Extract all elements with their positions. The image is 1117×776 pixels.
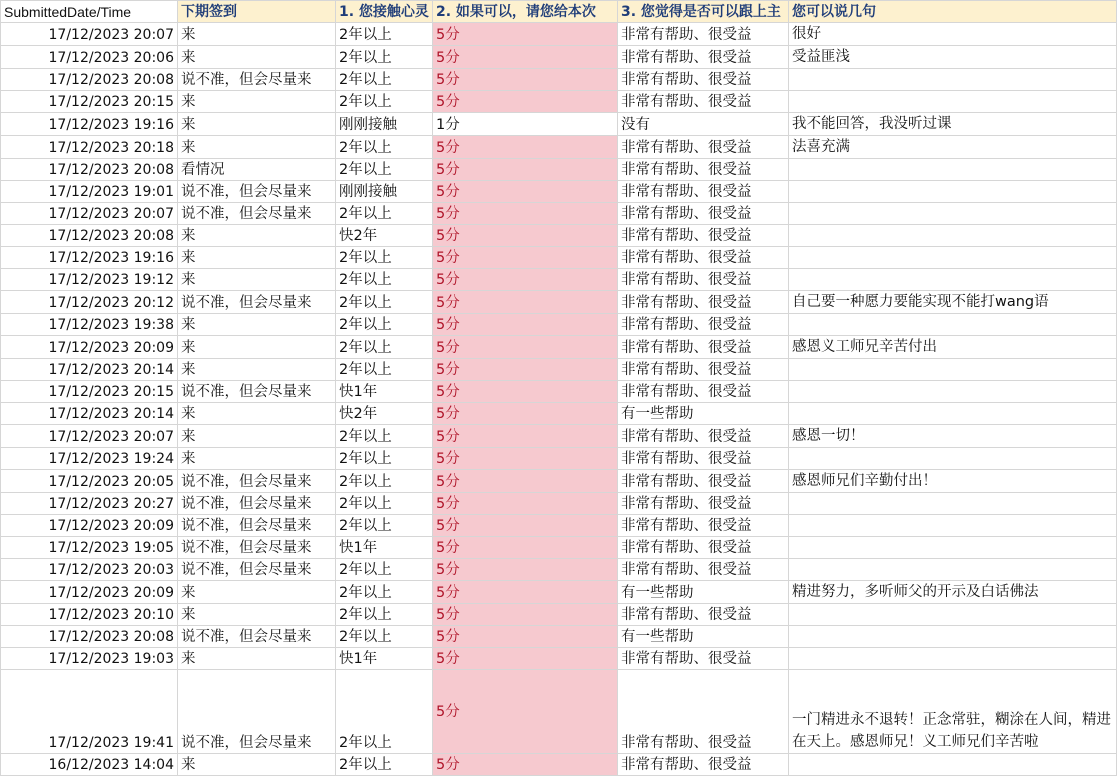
cell-date[interactable]: 17/12/2023 20:14 xyxy=(1,359,178,381)
cell-q1[interactable]: 2年以上 xyxy=(336,136,433,159)
cell-q2[interactable]: 5分 xyxy=(433,314,618,336)
cell-q2[interactable]: 5分 xyxy=(433,425,618,448)
cell-date[interactable]: 17/12/2023 19:03 xyxy=(1,648,178,670)
table-row xyxy=(1,493,1117,515)
cell-q2[interactable]: 5分 xyxy=(433,493,618,515)
cell-q1[interactable]: 2年以上 xyxy=(336,314,433,336)
cell-date[interactable]: 17/12/2023 20:07 xyxy=(1,425,178,448)
cell-attend[interactable]: 来 xyxy=(178,247,336,269)
cell-q2[interactable]: 5分 xyxy=(433,359,618,381)
cell-q2[interactable]: 5分 xyxy=(433,381,618,403)
table-row xyxy=(1,203,1117,225)
cell-q2[interactable]: 5分 xyxy=(433,604,618,626)
table-row xyxy=(1,269,1117,291)
cell-q1[interactable]: 2年以上 xyxy=(336,69,433,91)
cell-q3[interactable]: 非常有帮助、很受益 xyxy=(618,203,789,225)
cell-date[interactable]: 17/12/2023 20:09 xyxy=(1,336,178,359)
cell-q3[interactable]: 非常有帮助、很受益 xyxy=(618,559,789,581)
table-row xyxy=(1,159,1117,181)
cell-q3[interactable]: 非常有帮助、很受益 xyxy=(618,69,789,91)
cell-q3[interactable]: 非常有帮助、很受益 xyxy=(618,136,789,159)
cell-q3[interactable]: 非常有帮助、很受益 xyxy=(618,159,789,181)
cell-attend[interactable]: 说不准，但会尽量来 xyxy=(178,537,336,559)
cell-q3[interactable]: 非常有帮助、很受益 xyxy=(618,181,789,203)
cell-q1[interactable]: 快1年 xyxy=(336,537,433,559)
cell-attend[interactable]: 说不准，但会尽量来 xyxy=(178,181,336,203)
cell-q2[interactable]: 5分 xyxy=(433,225,618,247)
cell-q1[interactable]: 快2年 xyxy=(336,225,433,247)
cell-q3[interactable]: 非常有帮助、很受益 xyxy=(618,515,789,537)
cell-q2[interactable]: 5分 xyxy=(433,448,618,470)
cell-q2[interactable]: 1分 xyxy=(433,113,618,136)
cell-attend[interactable]: 说不准，但会尽量来 xyxy=(178,69,336,91)
cell-attend[interactable]: 来 xyxy=(178,225,336,247)
cell-date[interactable]: 17/12/2023 20:15 xyxy=(1,91,178,113)
cell-q4[interactable] xyxy=(789,381,1117,403)
cell-q1[interactable]: 2年以上 xyxy=(336,754,433,776)
cell-date[interactable]: 17/12/2023 19:01 xyxy=(1,181,178,203)
cell-q4[interactable] xyxy=(789,69,1117,91)
cell-q4[interactable] xyxy=(789,754,1117,776)
cell-q1[interactable]: 2年以上 xyxy=(336,626,433,648)
table-row xyxy=(1,670,1117,754)
cell-q2[interactable]: 5分 xyxy=(433,581,618,604)
table-row xyxy=(1,136,1117,159)
cell-attend[interactable]: 来 xyxy=(178,425,336,448)
cell-attend[interactable]: 说不准，但会尽量来 xyxy=(178,559,336,581)
table-row xyxy=(1,626,1117,648)
cell-q4[interactable] xyxy=(789,626,1117,648)
cell-q2[interactable]: 5分 xyxy=(433,159,618,181)
cell-attend[interactable]: 说不准，但会尽量来 xyxy=(178,381,336,403)
cell-q4[interactable] xyxy=(789,515,1117,537)
cell-date[interactable]: 17/12/2023 19:05 xyxy=(1,537,178,559)
cell-q1[interactable]: 2年以上 xyxy=(336,515,433,537)
cell-attend[interactable]: 说不准，但会尽量来 xyxy=(178,203,336,225)
table-row xyxy=(1,470,1117,493)
cell-q1[interactable]: 2年以上 xyxy=(336,91,433,113)
cell-attend[interactable]: 说不准，但会尽量来 xyxy=(178,493,336,515)
cell-q4[interactable] xyxy=(789,648,1117,670)
table-row xyxy=(1,314,1117,336)
cell-date[interactable]: 17/12/2023 20:15 xyxy=(1,381,178,403)
cell-q4[interactable]: 感恩师兄们辛勤付出！ xyxy=(789,470,1117,493)
cell-attend[interactable]: 来 xyxy=(178,359,336,381)
cell-attend[interactable]: 来 xyxy=(178,448,336,470)
cell-q1[interactable]: 2年以上 xyxy=(336,23,433,46)
cell-q2[interactable]: 5分 xyxy=(433,181,618,203)
cell-q4[interactable] xyxy=(789,203,1117,225)
cell-q3[interactable]: 非常有帮助、很受益 xyxy=(618,247,789,269)
cell-date[interactable]: 17/12/2023 20:14 xyxy=(1,403,178,425)
cell-q3[interactable]: 非常有帮助、很受益 xyxy=(618,425,789,448)
cell-date[interactable]: 17/12/2023 20:07 xyxy=(1,203,178,225)
cell-q4[interactable]: 法喜充满 xyxy=(789,136,1117,159)
table-row xyxy=(1,537,1117,559)
table-row xyxy=(1,381,1117,403)
cell-q4[interactable]: 我不能回答，我没听过课 xyxy=(789,113,1117,136)
cell-q2[interactable]: 5分 xyxy=(433,537,618,559)
table-row xyxy=(1,559,1117,581)
header-q3[interactable]: 3. 您觉得是否可以跟上主 xyxy=(618,1,789,23)
header-attend[interactable]: 下期签到 xyxy=(178,1,336,23)
cell-q2[interactable]: 5分 xyxy=(433,648,618,670)
cell-q3[interactable]: 有一些帮助 xyxy=(618,626,789,648)
cell-date[interactable]: 17/12/2023 20:07 xyxy=(1,23,178,46)
header-date[interactable]: SubmittedDate/Time xyxy=(1,1,178,23)
cell-q1[interactable]: 快1年 xyxy=(336,648,433,670)
cell-q4[interactable] xyxy=(789,269,1117,291)
cell-date[interactable]: 17/12/2023 20:10 xyxy=(1,604,178,626)
header-q1[interactable]: 1. 您接触心灵 xyxy=(336,1,433,23)
cell-q3[interactable]: 没有 xyxy=(618,113,789,136)
cell-attend[interactable]: 说不准，但会尽量来 xyxy=(178,470,336,493)
table-row xyxy=(1,359,1117,381)
cell-q3[interactable]: 非常有帮助、很受益 xyxy=(618,314,789,336)
cell-q2[interactable]: 5分 xyxy=(433,559,618,581)
table-row xyxy=(1,113,1117,136)
cell-date[interactable]: 17/12/2023 20:03 xyxy=(1,559,178,581)
cell-q1[interactable]: 快1年 xyxy=(336,381,433,403)
cell-q4[interactable]: 感恩一切！ xyxy=(789,425,1117,448)
cell-q3[interactable]: 非常有帮助、很受益 xyxy=(618,648,789,670)
cell-q3[interactable]: 有一些帮助 xyxy=(618,581,789,604)
cell-attend[interactable]: 说不准，但会尽量来 xyxy=(178,670,336,754)
table-row xyxy=(1,336,1117,359)
cell-attend[interactable]: 来 xyxy=(178,754,336,776)
table-row xyxy=(1,247,1117,269)
cell-date[interactable]: 17/12/2023 20:08 xyxy=(1,225,178,247)
cell-q1[interactable]: 2年以上 xyxy=(336,247,433,269)
cell-q4[interactable] xyxy=(789,403,1117,425)
cell-q4[interactable]: 很好 xyxy=(789,23,1117,46)
header-q4[interactable]: 您可以说几句 xyxy=(789,1,1117,23)
table-row xyxy=(1,754,1117,776)
cell-attend[interactable]: 来 xyxy=(178,336,336,359)
cell-q2[interactable]: 5分 xyxy=(433,291,618,314)
cell-q2[interactable]: 5分 xyxy=(433,46,618,69)
table-row xyxy=(1,23,1117,46)
table-row xyxy=(1,581,1117,604)
cell-date[interactable]: 17/12/2023 20:09 xyxy=(1,581,178,604)
cell-attend[interactable]: 来 xyxy=(178,136,336,159)
cell-date[interactable]: 17/12/2023 20:06 xyxy=(1,46,178,69)
cell-attend[interactable]: 来 xyxy=(178,403,336,425)
cell-q4[interactable]: 自己要一种愿力要能实现不能打wang语 xyxy=(789,291,1117,314)
cell-q4[interactable]: 受益匪浅 xyxy=(789,46,1117,69)
cell-date[interactable]: 17/12/2023 19:12 xyxy=(1,269,178,291)
cell-q4[interactable] xyxy=(789,314,1117,336)
table-row xyxy=(1,515,1117,537)
cell-q1[interactable]: 2年以上 xyxy=(336,448,433,470)
cell-q4[interactable]: 感恩义工师兄辛苦付出 xyxy=(789,336,1117,359)
table-row xyxy=(1,225,1117,247)
cell-q3[interactable]: 非常有帮助、很受益 xyxy=(618,91,789,113)
cell-q4[interactable] xyxy=(789,247,1117,269)
cell-date[interactable]: 17/12/2023 19:38 xyxy=(1,314,178,336)
cell-q2[interactable]: 5分 xyxy=(433,403,618,425)
table-row xyxy=(1,448,1117,470)
cell-q1[interactable]: 2年以上 xyxy=(336,559,433,581)
cell-q3[interactable]: 非常有帮助、很受益 xyxy=(618,291,789,314)
cell-q2[interactable]: 5分 xyxy=(433,626,618,648)
cell-q1[interactable]: 2年以上 xyxy=(336,336,433,359)
table-row xyxy=(1,425,1117,448)
cell-q2[interactable]: 5分 xyxy=(433,269,618,291)
cell-date[interactable]: 17/12/2023 19:24 xyxy=(1,448,178,470)
cell-attend[interactable]: 来 xyxy=(178,113,336,136)
cell-attend[interactable]: 来 xyxy=(178,604,336,626)
cell-attend[interactable]: 说不准，但会尽量来 xyxy=(178,626,336,648)
cell-q1[interactable]: 2年以上 xyxy=(336,670,433,754)
cell-q3[interactable]: 非常有帮助、很受益 xyxy=(618,493,789,515)
cell-q4[interactable] xyxy=(789,159,1117,181)
cell-q2[interactable]: 5分 xyxy=(433,247,618,269)
cell-q2[interactable]: 5分 xyxy=(433,754,618,776)
cell-q1[interactable]: 2年以上 xyxy=(336,493,433,515)
cell-q4[interactable]: 精进努力，多听师父的开示及白话佛法 xyxy=(789,581,1117,604)
cell-attend[interactable]: 来 xyxy=(178,269,336,291)
cell-q3[interactable]: 非常有帮助、很受益 xyxy=(618,23,789,46)
cell-q1[interactable]: 2年以上 xyxy=(336,291,433,314)
cell-q1[interactable]: 快2年 xyxy=(336,403,433,425)
table-row xyxy=(1,648,1117,670)
header-row xyxy=(1,1,1117,23)
cell-q3[interactable]: 非常有帮助、很受益 xyxy=(618,604,789,626)
cell-attend[interactable]: 来 xyxy=(178,46,336,69)
cell-attend[interactable]: 来 xyxy=(178,91,336,113)
cell-date[interactable]: 17/12/2023 20:08 xyxy=(1,69,178,91)
cell-q1[interactable]: 2年以上 xyxy=(336,581,433,604)
cell-q1[interactable]: 2年以上 xyxy=(336,470,433,493)
cell-attend[interactable]: 来 xyxy=(178,648,336,670)
cell-date[interactable]: 17/12/2023 20:05 xyxy=(1,470,178,493)
cell-q2[interactable]: 5分 xyxy=(433,203,618,225)
cell-q4[interactable] xyxy=(789,359,1117,381)
cell-q1[interactable]: 2年以上 xyxy=(336,46,433,69)
cell-attend[interactable]: 说不准，但会尽量来 xyxy=(178,291,336,314)
cell-q1[interactable]: 2年以上 xyxy=(336,269,433,291)
cell-date[interactable]: 17/12/2023 20:08 xyxy=(1,626,178,648)
table-row xyxy=(1,91,1117,113)
cell-attend[interactable]: 看情况 xyxy=(178,159,336,181)
cell-q3[interactable]: 有一些帮助 xyxy=(618,403,789,425)
cell-date[interactable]: 17/12/2023 19:41 xyxy=(1,670,178,754)
cell-q2[interactable]: 5分 xyxy=(433,670,618,754)
cell-q2[interactable]: 5分 xyxy=(433,336,618,359)
cell-q4[interactable] xyxy=(789,559,1117,581)
cell-q3[interactable]: 非常有帮助、很受益 xyxy=(618,448,789,470)
cell-q3[interactable]: 非常有帮助、很受益 xyxy=(618,336,789,359)
cell-date[interactable]: 17/12/2023 19:16 xyxy=(1,113,178,136)
table-row xyxy=(1,69,1117,91)
cell-q3[interactable]: 非常有帮助、很受益 xyxy=(618,381,789,403)
cell-q4[interactable] xyxy=(789,537,1117,559)
cell-q3[interactable]: 非常有帮助、很受益 xyxy=(618,225,789,247)
table-row xyxy=(1,604,1117,626)
cell-date[interactable]: 16/12/2023 14:04 xyxy=(1,754,178,776)
cell-date[interactable]: 17/12/2023 20:18 xyxy=(1,136,178,159)
cell-q3[interactable]: 非常有帮助、很受益 xyxy=(618,670,789,754)
table-body xyxy=(1,23,1117,776)
cell-q1[interactable]: 2年以上 xyxy=(336,203,433,225)
cell-attend[interactable]: 来 xyxy=(178,23,336,46)
cell-q1[interactable]: 刚刚接触 xyxy=(336,113,433,136)
cell-date[interactable]: 17/12/2023 20:12 xyxy=(1,291,178,314)
cell-attend[interactable]: 来 xyxy=(178,581,336,604)
cell-q2[interactable]: 5分 xyxy=(433,69,618,91)
cell-attend[interactable]: 说不准，但会尽量来 xyxy=(178,515,336,537)
cell-q3[interactable]: 非常有帮助、很受益 xyxy=(618,754,789,776)
cell-q1[interactable]: 刚刚接触 xyxy=(336,181,433,203)
cell-q2[interactable]: 5分 xyxy=(433,91,618,113)
cell-q1[interactable]: 2年以上 xyxy=(336,604,433,626)
cell-q4[interactable] xyxy=(789,91,1117,113)
cell-attend[interactable]: 来 xyxy=(178,314,336,336)
cell-date[interactable]: 17/12/2023 20:27 xyxy=(1,493,178,515)
cell-q3[interactable]: 非常有帮助、很受益 xyxy=(618,46,789,69)
cell-q3[interactable]: 非常有帮助、很受益 xyxy=(618,269,789,291)
cell-q1[interactable]: 2年以上 xyxy=(336,159,433,181)
cell-q2[interactable]: 5分 xyxy=(433,136,618,159)
cell-q1[interactable]: 2年以上 xyxy=(336,359,433,381)
cell-q4[interactable] xyxy=(789,448,1117,470)
table-row xyxy=(1,291,1117,314)
cell-q3[interactable]: 非常有帮助、很受益 xyxy=(618,537,789,559)
cell-q2[interactable]: 5分 xyxy=(433,470,618,493)
cell-q4[interactable]: 一门精进永不退转！正念常驻，糊涂在人间，精进在天上。感恩师兄！义工师兄们辛苦啦 xyxy=(789,670,1117,754)
cell-q4[interactable] xyxy=(789,604,1117,626)
header-q2[interactable]: 2. 如果可以，请您给本次 xyxy=(433,1,618,23)
cell-q4[interactable] xyxy=(789,225,1117,247)
cell-q3[interactable]: 非常有帮助、很受益 xyxy=(618,359,789,381)
cell-date[interactable]: 17/12/2023 19:16 xyxy=(1,247,178,269)
cell-q2[interactable]: 5分 xyxy=(433,23,618,46)
cell-q1[interactable]: 2年以上 xyxy=(336,425,433,448)
cell-q3[interactable]: 非常有帮助、很受益 xyxy=(618,470,789,493)
cell-q4[interactable] xyxy=(789,493,1117,515)
table-row xyxy=(1,181,1117,203)
table-row xyxy=(1,46,1117,69)
cell-date[interactable]: 17/12/2023 20:08 xyxy=(1,159,178,181)
cell-q2[interactable]: 5分 xyxy=(433,515,618,537)
cell-q4[interactable] xyxy=(789,181,1117,203)
table-row xyxy=(1,403,1117,425)
cell-date[interactable]: 17/12/2023 20:09 xyxy=(1,515,178,537)
